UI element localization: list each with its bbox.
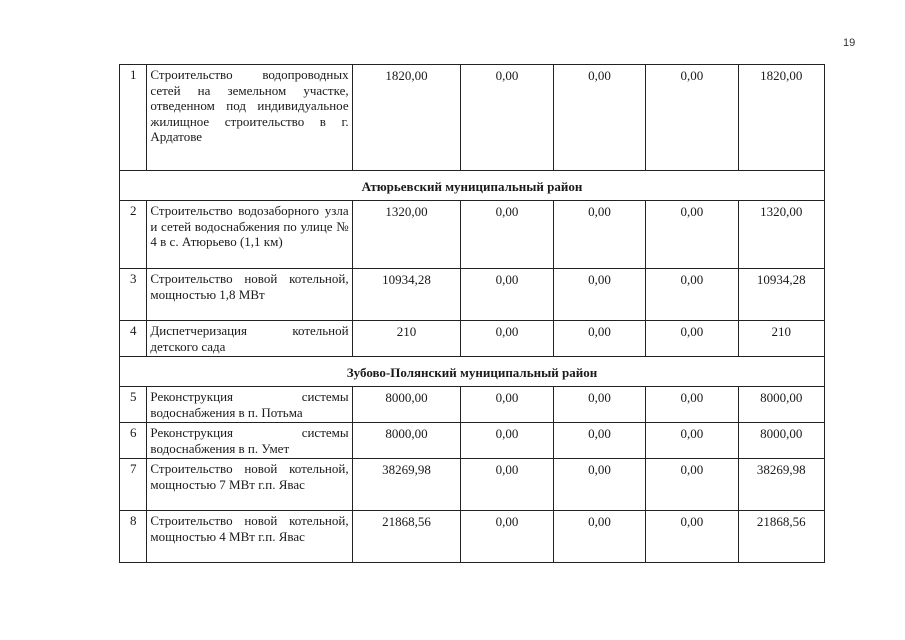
project-name: Строительство новой котельной, мощностью 1,8 МВт — [147, 269, 352, 321]
value-cell: 0,00 — [553, 423, 645, 459]
table-row — [120, 201, 825, 269]
region-header-row — [120, 171, 825, 201]
row-number: 7 — [120, 459, 147, 511]
project-name: Реконструкция системы водоснабжения в п. Умет — [147, 423, 352, 459]
value-cell: 8000,00 — [352, 423, 461, 459]
value-cell: 0,00 — [553, 511, 645, 563]
region-header-row — [120, 357, 825, 387]
value-cell: 0,00 — [553, 65, 645, 171]
value-cell: 0,00 — [553, 201, 645, 269]
value-cell: 0,00 — [553, 459, 645, 511]
region-title: Атюрьевский муниципальный район — [120, 171, 825, 201]
value-cell: 0,00 — [646, 511, 738, 563]
value-cell: 0,00 — [461, 423, 553, 459]
project-name: Строительство новой котельной, мощностью 4 МВт г.п. Явас — [147, 511, 352, 563]
total-cell: 8000,00 — [738, 423, 824, 459]
total-cell: 8000,00 — [738, 387, 824, 423]
value-cell: 0,00 — [553, 269, 645, 321]
total-cell: 10934,28 — [738, 269, 824, 321]
table-row — [120, 65, 825, 171]
value-cell: 0,00 — [646, 459, 738, 511]
value-cell: 0,00 — [553, 321, 645, 357]
value-cell: 0,00 — [646, 423, 738, 459]
value-cell: 210 — [352, 321, 461, 357]
table-row — [120, 423, 825, 459]
value-cell: 1320,00 — [352, 201, 461, 269]
row-number: 3 — [120, 269, 147, 321]
total-cell: 38269,98 — [738, 459, 824, 511]
value-cell: 0,00 — [461, 387, 553, 423]
row-number: 8 — [120, 511, 147, 563]
project-name: Строительство новой котельной, мощностью 7 МВт г.п. Явас — [147, 459, 352, 511]
total-cell: 1320,00 — [738, 201, 824, 269]
value-cell: 0,00 — [646, 201, 738, 269]
total-cell: 1820,00 — [738, 65, 824, 171]
row-number: 4 — [120, 321, 147, 357]
value-cell: 0,00 — [461, 459, 553, 511]
value-cell: 0,00 — [461, 65, 553, 171]
row-number: 2 — [120, 201, 147, 269]
value-cell: 38269,98 — [352, 459, 461, 511]
value-cell: 0,00 — [461, 511, 553, 563]
project-name: Строительство водозаборного узла и сетей водоснабжения по улице № 4 в с. Атюрьево (1,1 км) — [147, 201, 352, 269]
total-cell: 210 — [738, 321, 824, 357]
value-cell: 0,00 — [646, 387, 738, 423]
table-row — [120, 269, 825, 321]
value-cell: 0,00 — [461, 201, 553, 269]
page-number: 19 — [843, 37, 856, 49]
table-row — [120, 511, 825, 563]
region-title: Зубово-Полянский муниципальный район — [120, 357, 825, 387]
row-number: 1 — [120, 65, 147, 171]
value-cell: 0,00 — [461, 321, 553, 357]
value-cell: 0,00 — [553, 387, 645, 423]
project-name: Строительство водопроводных сетей на земельном участке, отведенном под индивидуальное жилищное строительство в г. Ардатове — [147, 65, 352, 171]
value-cell: 0,00 — [646, 65, 738, 171]
row-number: 6 — [120, 423, 147, 459]
table-row — [120, 459, 825, 511]
project-name: Диспетчеризация котельной детского сада — [147, 321, 352, 357]
budget-table — [119, 64, 825, 563]
project-name: Реконструкция системы водоснабжения в п. Потьма — [147, 387, 352, 423]
value-cell: 1820,00 — [352, 65, 461, 171]
table-row — [120, 387, 825, 423]
value-cell: 21868,56 — [352, 511, 461, 563]
value-cell: 0,00 — [646, 321, 738, 357]
row-number: 5 — [120, 387, 147, 423]
total-cell: 21868,56 — [738, 511, 824, 563]
value-cell: 8000,00 — [352, 387, 461, 423]
value-cell: 0,00 — [461, 269, 553, 321]
value-cell: 0,00 — [646, 269, 738, 321]
table-row — [120, 321, 825, 357]
value-cell: 10934,28 — [352, 269, 461, 321]
